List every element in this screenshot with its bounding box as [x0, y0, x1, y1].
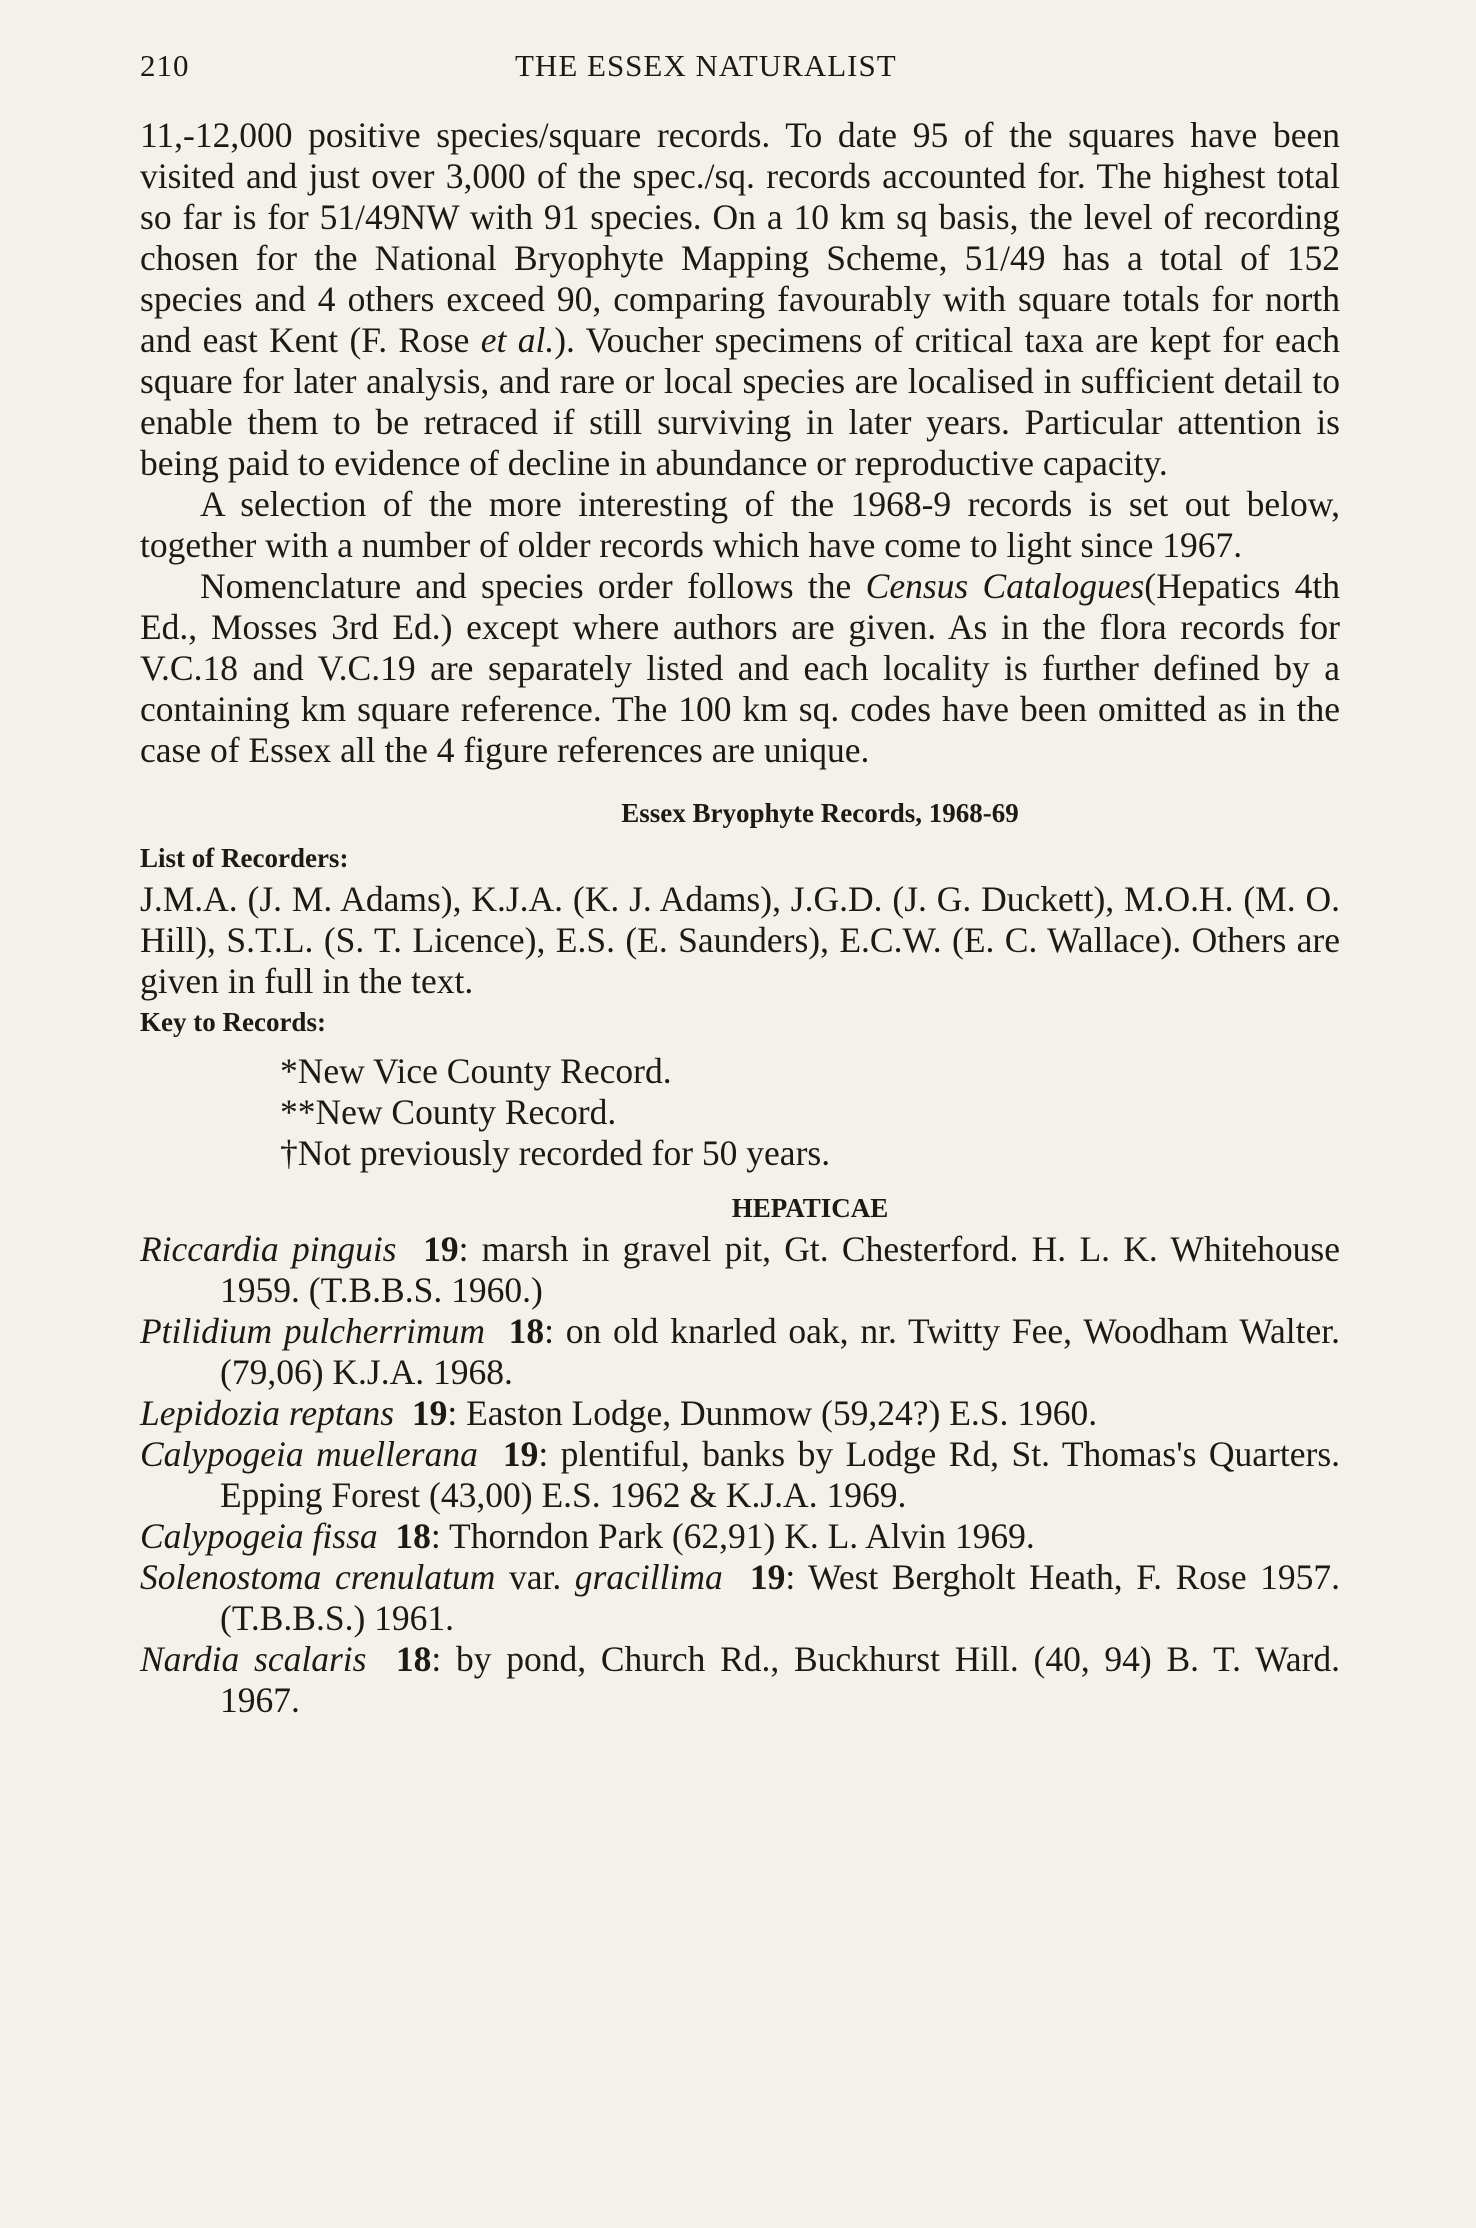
vice-county: 18	[395, 1516, 431, 1556]
species-name: Solenostoma crenulatum	[140, 1557, 496, 1597]
variety-name: gracillima	[574, 1557, 723, 1597]
record-entry	[140, 1434, 1340, 1516]
record-entry	[140, 1516, 1340, 1557]
species-name: Calypogeia fissa	[140, 1516, 378, 1556]
paragraph-nomenclature: Nomenclature and species order follows the Census Catalogues(Hepatics 4th Ed., Mosses 3rd Ed.) except where authors are given. As in the flora records for V.C.18 and V.C.19 are separately listed and each locality is further defined by a containing km square reference. The 100 km sq. codes have been omitted as in the case of Essex all the 4 figure references are unique.	[140, 566, 1340, 770]
key-item-new-vice-county: *New Vice County Record.	[280, 1051, 672, 1091]
species-name: Lepidozia reptans	[140, 1393, 395, 1433]
running-title: THE ESSEX NATURALIST	[515, 48, 897, 83]
record-entry	[140, 1639, 1340, 1721]
paragraph-selection: A selection of the more interesting of the 1968-9 records is set out below, together with a number of older records which have come to light since 1967.	[140, 484, 1340, 565]
record-text: : marsh in gravel pit, Gt. Chesterford. H. L. K. Whitehouse 1959. (T.B.B.S. 1960.)	[220, 1229, 1340, 1310]
vice-county: 18	[395, 1639, 432, 1679]
page-number: 210	[140, 48, 190, 83]
page-header	[140, 48, 1340, 88]
records-list	[140, 1229, 1340, 1721]
key-list	[280, 1051, 1340, 1174]
record-text: : on old knarled oak, nr. Twitty Fee, Woodham Walter. (79,06) K.J.A. 1968.	[220, 1311, 1341, 1392]
vice-county: 19	[423, 1229, 459, 1269]
recorders-list: J.M.A. (J. M. Adams), K.J.A. (K. J. Adams), J.G.D. (J. G. Duckett), M.O.H. (M. O. Hill), S.T.L. (S. T. Licence), E.S. (E. Saunders), E.C.W. (E. C. Wallace). Others are given in full in the text.	[140, 879, 1340, 1001]
paragraph-intro: 11,-12,000 positive species/square records. To date 95 of the squares have been visited and just over 3,000 of the spec./sq. records accounted for. The highest total so far is for 51/49NW with 91 species. On a 10 km sq basis, the level of recording chosen for the National Bryophyte Mapping Scheme, 51/49 has a total of 152 species and 4 others exceed 90, comparing favourably with square totals for north and east Kent (F. Rose et al.). Voucher specimens of critical taxa are kept for each square for later analysis, and rare or local species are localised in sufficient detail to enable them to be retraced if still surviving in later years. Particular attention is being paid to evidence of decline in abundance or reproductive capacity.	[140, 115, 1340, 483]
record-text: : Easton Lodge, Dunmow (59,24?) E.S. 1960.	[447, 1393, 1098, 1433]
vice-county: 19	[749, 1557, 786, 1597]
hepaticae-heading: HEPATICAE	[731, 1193, 889, 1223]
record-entry	[140, 1393, 1340, 1434]
page-body	[140, 115, 1340, 1721]
species-name: Riccardia pinguis	[140, 1229, 397, 1269]
section-title: Essex Bryophyte Records, 1968-69	[621, 798, 1019, 828]
record-text: : West Bergholt Heath, F. Rose 1957. (T.B.B.S.) 1961.	[220, 1557, 1341, 1638]
record-entry	[140, 1229, 1340, 1311]
species-name: Nardia scalaris	[140, 1639, 367, 1679]
key-item-new-county: **New County Record.	[280, 1092, 617, 1132]
recorders-label: List of Recorders:	[140, 843, 349, 873]
record-entry	[140, 1311, 1340, 1393]
key-label: Key to Records:	[140, 1007, 326, 1037]
variety-word: var.	[495, 1557, 575, 1597]
species-name: Calypogeia muellerana	[140, 1434, 478, 1474]
record-text: : plentiful, banks by Lodge Rd, St. Thomas's Quarters. Epping Forest (43,00) E.S. 1962 & K.J.A. 1969.	[220, 1434, 1341, 1515]
vice-county: 19	[502, 1434, 539, 1474]
record-text: : by pond, Church Rd., Buckhurst Hill. (40, 94) B. T. Ward. 1967.	[220, 1639, 1341, 1720]
species-name: Ptilidium pulcherrimum	[140, 1311, 486, 1351]
vice-county: 19	[411, 1393, 448, 1433]
vice-county: 18	[508, 1311, 545, 1351]
record-text: : Thorndon Park (62,91) K. L. Alvin 1969.	[430, 1516, 1035, 1556]
record-entry	[140, 1557, 1340, 1639]
key-item-not-recorded-50-years: †Not previously recorded for 50 years.	[280, 1133, 831, 1173]
